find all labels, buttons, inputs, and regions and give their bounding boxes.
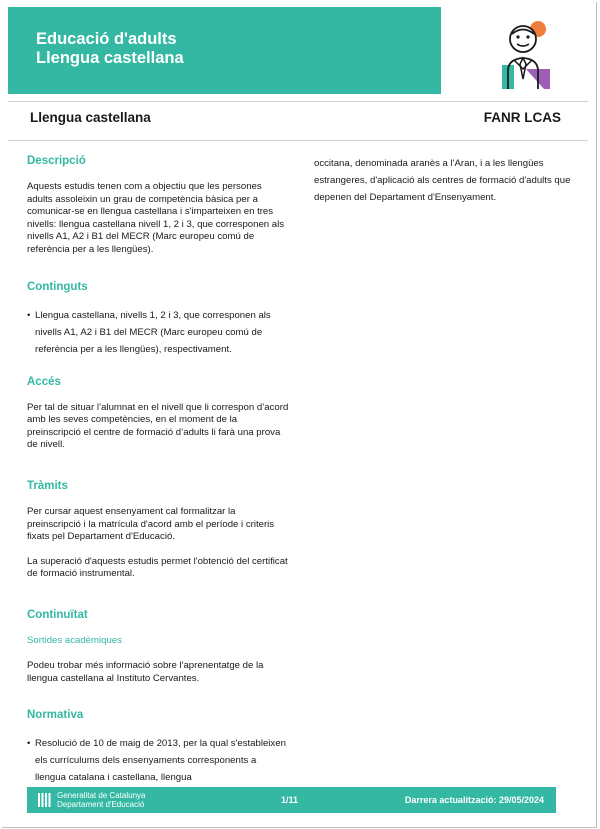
section-acces — [27, 376, 289, 452]
section-tramits — [27, 480, 289, 581]
section-title: Normativa — [27, 709, 84, 722]
footer — [27, 787, 556, 813]
left-column — [27, 155, 289, 786]
org-line-2: Departament d'Educació — [57, 800, 145, 809]
right-column — [314, 155, 576, 206]
section-continuitat — [27, 609, 289, 685]
last-updated: Darrera actualització: 29/05/2024 — [404, 795, 544, 805]
document-title — [36, 30, 184, 68]
section-title: Tràmits — [27, 479, 68, 492]
header-band — [8, 7, 441, 94]
course-code: FANR LCAS — [483, 110, 561, 125]
section-title: Accés — [27, 375, 61, 388]
person-with-tie-icon — [496, 17, 554, 93]
page-number: 1/11 — [281, 795, 299, 805]
org-line-1: Generalitat de Catalunya — [57, 791, 146, 800]
footer-organization — [57, 791, 146, 809]
section-subtitle: Sortides acadèmiques — [27, 634, 122, 646]
title-line-2: Llengua castellana — [36, 49, 184, 67]
divider — [8, 140, 588, 141]
subject-title: Llengua castellana — [30, 110, 151, 125]
section-title: Continguts — [27, 280, 88, 293]
title-line-1: Educació d'adults — [36, 30, 177, 48]
list-item — [27, 735, 289, 786]
list-item-text: Resolució de 10 de maig de 2013, per la qual s'estableixen els currículums dels ensenyaments corresponents a llengua catalana i castellana, llengua — [35, 738, 286, 784]
section-normativa — [27, 709, 289, 786]
generalitat-logo-icon — [37, 792, 51, 808]
bullet-icon: • — [27, 738, 31, 750]
list-item-text: Llengua castellana, nivells 1, 2 i 3, que corresponen als nivells A1, A2 i B1 del MECR (Marc europeu comú de referència per a les llengües), respectivament. — [35, 309, 271, 355]
divider — [8, 101, 588, 102]
section-text: Podeu trobar més informació sobre l'aprenentatge de la llengua castellana al Instituto Cervantes. — [27, 659, 264, 684]
bullet-icon: • — [27, 309, 31, 321]
section-text: La superació d'aquests estudis permet l'obtenció del certificat de formació instrumental. — [27, 555, 288, 580]
section-descripcio — [27, 155, 289, 257]
section-title: Descripció — [27, 155, 86, 167]
section-text: Per cursar aquest ensenyament cal formalitzar la preinscripció i la matrícula d'acord amb el període i criteris fixats pel Departament d'Educació. — [27, 505, 275, 543]
section-text: Per tal de situar l’alumnat en el nivell que li correspon d’acord amb les seves competències, en el moment de la preinscripció el centre de formació d’adults li farà una prova de nivell. — [27, 401, 289, 451]
section-text: Aquests estudis tenen com a objectiu que les persones adults assoleixin un grau de competència bàsica per a comunicar-se en llengua castellana i s'imparteixen en tres nivells: llengua castellana nivell 1, 2 i 3, que corresponen als nivells A1, A2 i B1 del MECR (Marc europeu comú de referència per a les llengües). — [27, 181, 285, 255]
section-continguts — [27, 281, 289, 358]
section-text-continuation: occitana, denominada aranès a l'Aran, i a les llengües estrangeres, d'aplicació als centres de formació d'adults que depenen del Departament d'Ensenyament. — [314, 158, 571, 203]
list-item — [27, 307, 289, 358]
section-title: Continuïtat — [27, 608, 88, 621]
